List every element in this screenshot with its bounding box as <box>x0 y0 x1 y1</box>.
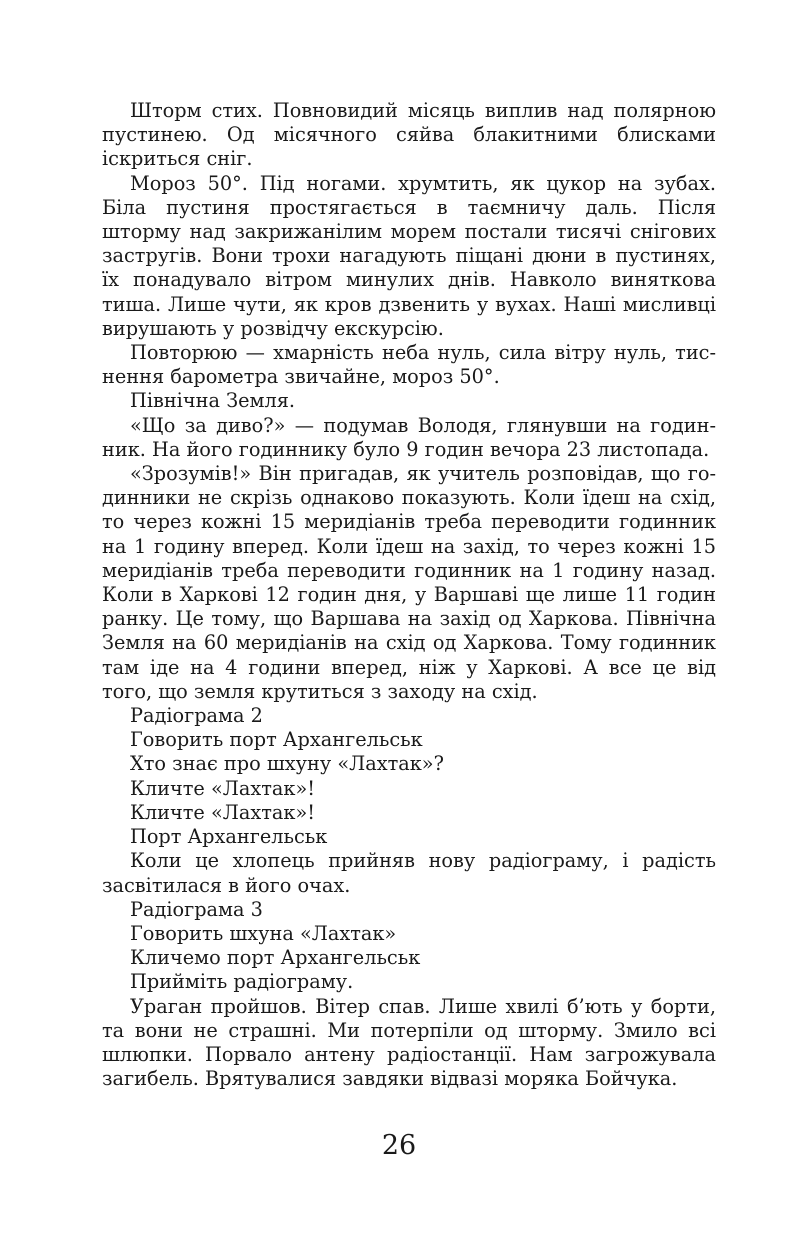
radiogram-line: Порт Архангельськ <box>130 825 328 849</box>
paragraph: Шторм стих. Повновидий місяць виплив над полярною пустинею. Од місячного сяйва блакитними блисками іскриться сніг. <box>102 99 716 171</box>
page-text <box>102 99 716 1091</box>
radiogram-line: Прийміть радіограму. <box>130 970 354 994</box>
page-number: 26 <box>381 1130 417 1161</box>
paragraph: Повторюю — хмарність неба нуль, сила вітру нуль, тиснення барометра звичайне, мороз 50°. <box>102 341 716 389</box>
radiogram-heading: Радіограма 2 <box>130 704 263 728</box>
radiogram-heading: Радіограма 3 <box>130 897 263 921</box>
paragraph: «Що за диво?» — подумав Володя, глянувши на годинник. На його годиннику було 9 годин вечора 23 листопада. <box>102 413 716 461</box>
radiogram-line: Говорить шхуна «Лахтак» <box>130 921 397 945</box>
radiogram-line: Кличте «Лахтак»! <box>130 776 315 800</box>
paragraph: Мороз 50°. Під ногами. хрумтить, як цукор на зубах. Біла пустиня простягається в таємничу даль. Після шторму над закрижанілим морем постали тисячі снігових застругів. Вони трохи нагадують піщані дюни в пустинях, їх понадувало вітром минулих днів. Навколо виняткова тиша. Лише чути, як кров дзвенить у вухах. Наші мисливці вирушають у розвідчу екскурсію. <box>102 171 716 340</box>
paragraph: «Зрозумів!» Він пригадав, як учитель розповідав, що годинники не скрізь однаково показують. Коли їдеш на схід, то через кожні 15 меридіанів треба переводити годинник на 1 годину вперед. Коли їдеш на захід, то через кожні 15 меридіанів треба переводити годинник на 1 годину назад. Коли в Харкові 12 годин дня, у Варшаві ще лише 11 годин ранку. Це тому, що Варшава на захід од Харкова. Північна Земля на 60 меридіанів на схід од Харкова. Тому годинник там іде на 4 години вперед, ніж у Харкові. А все це від того, що земля крутиться з заходу на схід. <box>102 462 716 703</box>
radiogram-line: Кличемо порт Архангельськ <box>130 946 421 970</box>
radiogram-line: Хто знає про шхуну «Лахтак»? <box>130 752 444 776</box>
radiogram-line: Кличте «Лахтак»! <box>130 800 315 824</box>
paragraph: Ураган пройшов. Вітер спав. Лише хвилі б’ють у борти, та вони не страшні. Ми потерпіли од шторму. Змило всі шлюпки. Порвало антену радіостанції. Нам загрожувала загибель. Врятувалися завдяки відвазі моряка Бойчука. <box>102 994 716 1091</box>
paragraph: Північна Земля. <box>130 389 296 413</box>
radiogram-line: Говорить порт Архангельськ <box>130 728 423 752</box>
paragraph: Коли це хлопець прийняв нову радіограму, і радість засвітилася в його очах. <box>102 849 716 897</box>
